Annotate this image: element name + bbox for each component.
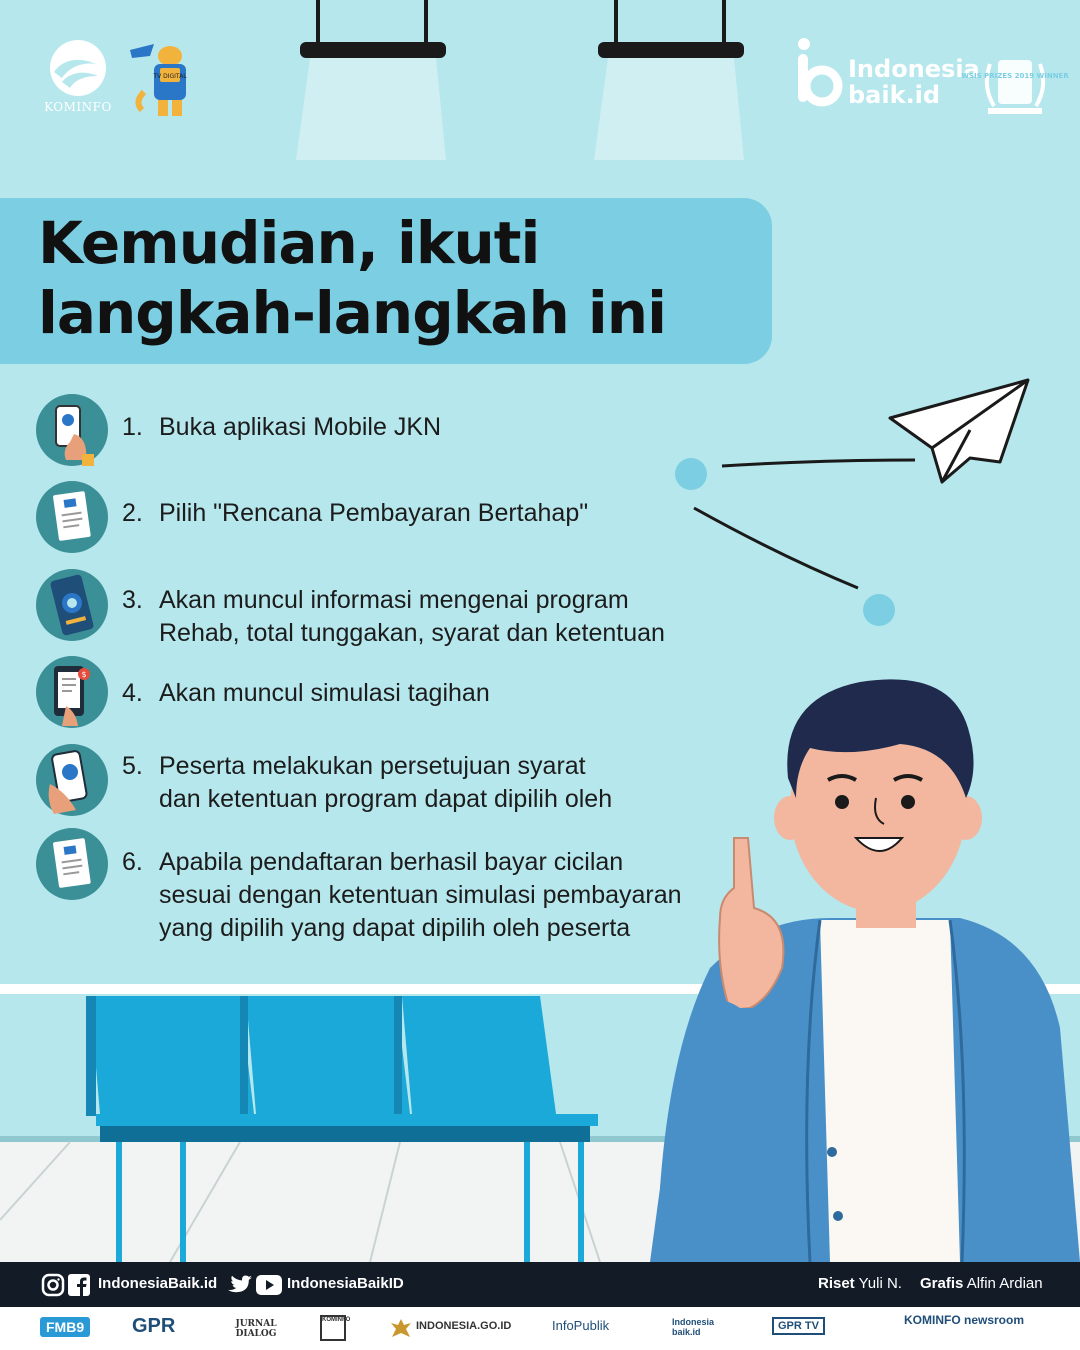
credit-grafis: Grafis Alfin Ardian <box>920 1275 1043 1292</box>
step-2-document-icon <box>36 481 108 553</box>
ceiling-lamp-icon <box>296 0 446 170</box>
social-handle-2[interactable]: IndonesiaBaikID <box>287 1275 404 1292</box>
partner-logo: Indonesia baik.id <box>672 1317 715 1337</box>
step-number: 1. <box>122 413 143 441</box>
svg-text:$: $ <box>81 670 87 679</box>
mascot-icon <box>124 36 200 120</box>
step-5-phone-hand-icon <box>36 744 108 816</box>
kominfo-logo <box>38 38 118 120</box>
partner-logo: INDONESIA.GO.ID <box>416 1320 512 1332</box>
youtube-icon[interactable] <box>256 1275 282 1295</box>
ib-mark-icon <box>794 36 842 112</box>
credit-riset: Riset Yuli N. <box>818 1275 902 1292</box>
dot-shape <box>675 458 707 490</box>
indonesiabaik-logo <box>794 36 984 112</box>
partner-logo: InfoPublik <box>552 1318 610 1333</box>
flight-path-line <box>694 508 858 588</box>
partner-logo: GPR <box>132 1315 176 1337</box>
step-text: Apabila pendaftaran berhasil bayar cicilan sesuai dengan ketentuan simulasi pembayaran yang dipilih yang dapat dipilih oleh peserta <box>159 848 682 942</box>
step-number: 6. <box>122 848 143 876</box>
partner-logos-bar <box>0 1307 1080 1350</box>
step-3-app-screen-icon <box>36 569 108 641</box>
dot-shape <box>863 594 895 626</box>
mascot-badge: TV DIGITAL <box>153 73 187 80</box>
paper-plane-illustration <box>670 370 1040 630</box>
step-number: 2. <box>122 499 143 527</box>
instagram-icon[interactable] <box>42 1274 64 1296</box>
social-handle-1[interactable]: IndonesiaBaik.id <box>98 1275 218 1292</box>
step-number: 3. <box>122 586 143 614</box>
partner-logo: FMB9 <box>40 1317 90 1337</box>
step-number: 4. <box>122 679 143 707</box>
step-text: Akan muncul simulasi tagihan <box>159 679 490 707</box>
step-4-bill-icon <box>36 656 108 728</box>
twitter-icon[interactable] <box>228 1275 252 1295</box>
step-1-phone-icon <box>36 394 108 466</box>
facebook-icon[interactable] <box>68 1274 90 1296</box>
ib-wordmark: Indonesia baik.id <box>848 55 980 109</box>
step-text: Buka aplikasi Mobile JKN <box>159 413 442 441</box>
partner-logo: KOMINFO newsroom <box>904 1313 1025 1327</box>
footer-social-bar <box>0 1262 1080 1307</box>
page-title: Kemudian, ikuti langkah-langkah ini <box>38 209 666 347</box>
step-text: Pilih "Rencana Pembayaran Bertahap" <box>159 499 589 527</box>
step-6-document-icon <box>36 828 108 900</box>
step-text: Akan muncul informasi mengenai program Rehab, total tunggakan, syarat dan ketentuan <box>159 586 665 647</box>
ceiling-lamp-icon <box>594 0 744 170</box>
award-text: WSIS PRIZES 2019 WINNER <box>961 72 1069 80</box>
man-pointing-illustration <box>650 668 1080 1262</box>
garuda-icon <box>390 1317 412 1341</box>
partner-logo: JURNAL DIALOG <box>235 1319 277 1339</box>
kominfo-text: KOMINFO <box>44 100 112 114</box>
wsis-award-icon <box>961 50 1069 120</box>
step-text: Peserta melakukan persetujuan syarat dan ketentuan program dapat dipilih oleh <box>159 752 613 813</box>
partner-logo: GPR TV <box>772 1317 825 1335</box>
partner-logo: KOMINFO <box>320 1315 346 1341</box>
step-number: 5. <box>122 752 143 780</box>
kominfo-emblem-icon <box>48 38 108 98</box>
flight-path-line <box>722 460 915 466</box>
